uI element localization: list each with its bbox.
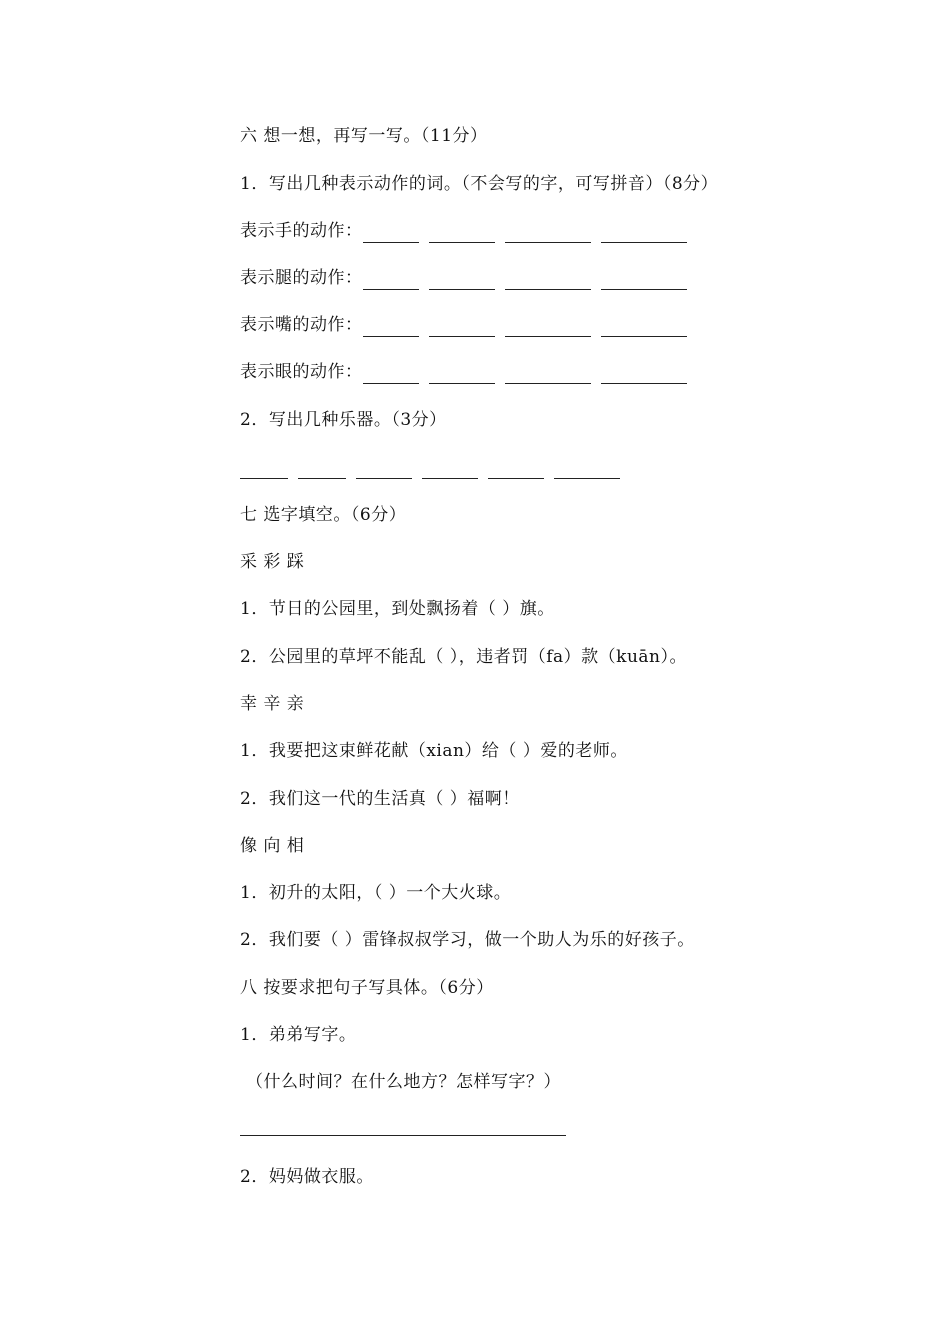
answer-blanks[interactable] [363, 219, 697, 243]
fill-in-item: 1．节日的公园里，到处飘扬着（ ）旗。 [240, 599, 555, 619]
answer-blanks[interactable] [363, 313, 697, 337]
char-choice-group: 采 彩 踩 [240, 552, 305, 572]
fill-in-item: 2．我们要（ ）雷锋叔叔学习，做一个助人为乐的好孩子。 [240, 930, 695, 950]
action-row-hand [240, 219, 697, 243]
action-row-mouth [240, 313, 697, 337]
section-7-title: 七 选字填空。（6分） [240, 505, 407, 525]
section-6-title: 六 想一想，再写一写。（11分） [240, 126, 488, 146]
action-row-label: 表示嘴的动作： [240, 315, 363, 335]
fill-in-item: 1．我要把这束鲜花献（xian）给（ ）爱的老师。 [240, 741, 628, 761]
section-8-question-1: 1．弟弟写字。 [240, 1025, 357, 1045]
fill-in-item: 2．我们这一代的生活真（ ）福啊！ [240, 789, 520, 809]
action-row-label: 表示眼的动作： [240, 362, 363, 382]
char-choice-group: 幸 辛 亲 [240, 694, 305, 714]
section-8-hint: （什么时间？在什么地方？怎样写字？） [246, 1072, 561, 1092]
action-row-label: 表示手的动作： [240, 221, 363, 241]
instrument-blanks[interactable] [240, 455, 630, 479]
action-row-leg [240, 266, 697, 290]
char-choice-group: 像 向 相 [240, 836, 305, 856]
answer-line[interactable] [240, 1134, 566, 1136]
answer-blanks[interactable] [363, 360, 697, 384]
fill-in-item: 2．公园里的草坪不能乱（ ），违者罚（fa）款（kuān）。 [240, 647, 687, 667]
action-row-eye [240, 360, 697, 384]
answer-blanks[interactable] [363, 266, 697, 290]
section-8-question-2: 2．妈妈做衣服。 [240, 1167, 374, 1187]
action-row-label: 表示腿的动作： [240, 268, 363, 288]
section-6-question-1: 1．写出几种表示动作的词。（不会写的字，可写拼音）（8分） [240, 174, 719, 194]
fill-in-item: 1．初升的太阳，（ ）一个大火球。 [240, 883, 512, 903]
section-6-question-2: 2．写出几种乐器。（3分） [240, 410, 447, 430]
section-8-title: 八 按要求把句子写具体。（6分） [240, 978, 494, 998]
